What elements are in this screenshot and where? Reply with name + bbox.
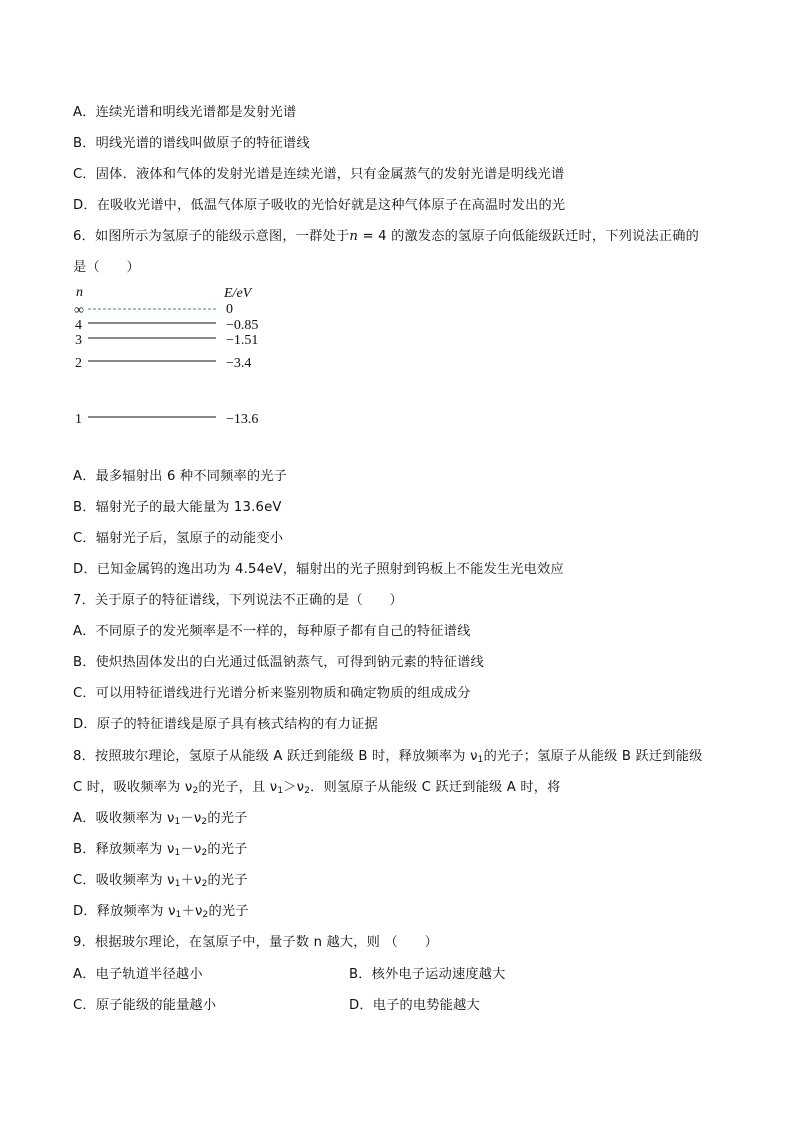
q8-l2-sub-a: 2 [192, 786, 199, 796]
q7-stem: 7．关于原子的特征谱线，下列说法不正确的是（ ） [73, 593, 403, 608]
q8-l2-sub-c: 2 [304, 786, 311, 796]
level-inf-n: ∞ [74, 303, 84, 318]
q5-option-d: D．在吸收光谱中，低温气体原子吸收的光恰好就是这种气体原子在高温时发出的光 [73, 198, 566, 213]
q8-l2-text-c: ＞ν [283, 780, 305, 795]
q8-b-pre: B．释放频率为 ν [73, 842, 175, 857]
q6-option-a: A．最多辐射出 6 种不同频率的光子 [73, 469, 288, 484]
q9-option-c: C．原子能级的能量越小 [73, 998, 217, 1013]
level-4-n: 4 [75, 318, 82, 333]
q9-option-d: D．电子的电势能越大 [349, 998, 480, 1013]
q6-stem-line2: 是（ ） [73, 260, 140, 275]
q6-stem-part-a: 6．如图所示为氢原子的能级示意图，一群处于 [73, 229, 350, 244]
q8-l1-sub: 1 [477, 755, 484, 765]
level-inf-energy: 0 [226, 302, 233, 317]
q5-option-b: B．明线光谱的谱线叫做原子的特征谱线 [73, 136, 310, 151]
q8-option-d [73, 903, 249, 921]
q8-d-sub2: 2 [202, 910, 209, 920]
q6-stem [73, 228, 699, 246]
q8-a-sub1: 1 [174, 817, 181, 827]
q7-option-a: A．不同原子的发光频率是不一样的，每种原子都有自己的特征谱线 [73, 624, 471, 639]
q8-b-sub1: 1 [174, 848, 181, 858]
q8-a-sub2: 2 [201, 817, 208, 827]
q6-stem-n: n [349, 229, 359, 244]
q8-l1-text-a: 8．按照玻尔理论，氢原子从能级 A 跃迁到能级 B 时，释放频率为 ν [73, 749, 478, 764]
q8-option-c [73, 872, 248, 890]
q8-c-sub1: 1 [174, 879, 181, 889]
q7-option-c: C．可以用特征谱线进行光谱分析来鉴别物质和确定物质的组成成分 [73, 686, 471, 701]
q8-a-pre: A．吸收频率为 ν [73, 811, 175, 826]
q8-b-sub2: 2 [201, 848, 208, 858]
q6-option-c: C．辐射光子后，氢原子的动能变小 [73, 531, 284, 546]
q6-stem-eq: = 4 [358, 229, 392, 244]
q9-stem: 9．根据玻尔理论，在氢原子中，量子数 n 越大，则 （ ） [73, 935, 439, 950]
q8-b-op: －ν [180, 842, 202, 857]
q8-c-sub2: 2 [201, 879, 208, 889]
q8-l2-text-b: 的光子，且 ν [198, 780, 278, 795]
q7-option-d: D．原子的特征谱线是原子具有核式结构的有力证据 [73, 717, 378, 732]
q8-l2-text-a: C 时，吸收频率为 ν [73, 780, 193, 795]
q6-option-b: B．辐射光子的最大能量为 13.6eV [73, 500, 282, 515]
q8-d-sub1: 1 [175, 910, 182, 920]
level-4-energy: −0.85 [226, 318, 259, 333]
q8-option-a [73, 810, 248, 828]
q8-option-b [73, 841, 248, 859]
q7-option-b: B．使炽热固体发出的白光通过低温钠蒸气，可得到钠元素的特征谱线 [73, 655, 484, 670]
q6-option-d: D．已知金属钨的逸出功为 4.54eV，辐射出的光子照射到钨板上不能发生光电效应 [73, 562, 564, 577]
level-2-n: 2 [75, 356, 82, 371]
q5-option-c: C．固体．液体和气体的发射光谱是连续光谱，只有金属蒸气的发射光谱是明线光谱 [73, 167, 565, 182]
diagram-n-label: n [76, 285, 83, 300]
q9-option-a: A．电子轨道半径越小 [73, 967, 203, 982]
level-1-n: 1 [75, 412, 82, 427]
level-2-energy: −3.4 [226, 356, 252, 371]
level-1-energy: −13.6 [226, 412, 259, 427]
q8-a-op: －ν [180, 811, 202, 826]
q9-option-b: B．核外电子运动速度越大 [349, 967, 506, 982]
level-3-energy: −1.51 [226, 333, 259, 348]
q8-b-suffix: 的光子 [207, 842, 248, 857]
q8-d-suffix: 的光子 [208, 904, 249, 919]
q8-d-op: ＋ν [181, 904, 203, 919]
q6-stem-part-b: 的激发态的氢原子向低能级跃迁时，下列说法正确的 [391, 229, 699, 244]
q8-a-suffix: 的光子 [207, 811, 248, 826]
q8-l2-text-d: ．则氢原子从能级 C 跃迁到能级 A 时，将 [310, 780, 561, 795]
q8-stem-line1 [73, 748, 702, 766]
q8-l2-sub-b: 1 [277, 786, 284, 796]
level-3-n: 3 [75, 333, 82, 348]
q8-c-suffix: 的光子 [207, 873, 248, 888]
q8-d-pre: D．释放频率为 ν [73, 904, 176, 919]
q5-option-a: A．连续光谱和明线光谱都是发射光谱 [73, 105, 297, 120]
q8-l1-text-b: 的光子；氢原子从能级 B 跃迁到能级 [483, 749, 703, 764]
diagram-e-label: E/eV [224, 286, 252, 301]
q8-c-op: ＋ν [180, 873, 202, 888]
energy-level-diagram [70, 283, 300, 433]
q8-stem-line2 [73, 779, 561, 797]
q8-c-pre: C．吸收频率为 ν [73, 873, 175, 888]
